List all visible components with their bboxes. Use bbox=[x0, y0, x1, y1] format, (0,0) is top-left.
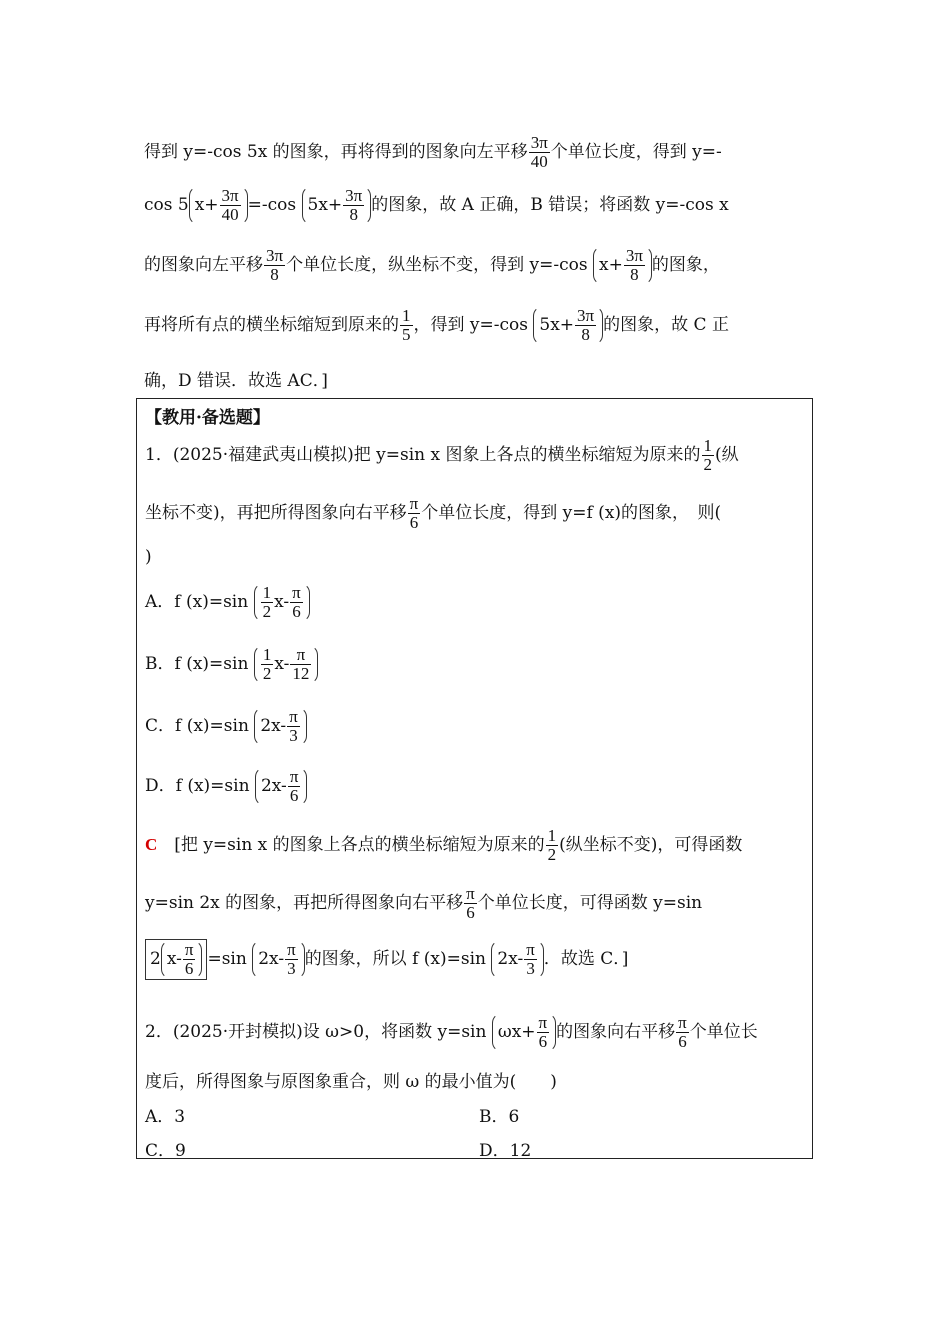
text: 2 bbox=[150, 948, 161, 969]
text: 个单位长度，得到 y=f (x)的图象， 则( bbox=[421, 502, 722, 523]
denominator: 3 bbox=[287, 958, 296, 978]
text: 1．(2025·福建武夷山模拟)把 y=sin x 图象上各点的横坐标缩短为原来的 bbox=[145, 444, 701, 465]
paren-group bbox=[252, 940, 304, 979]
q1-option-a[interactable] bbox=[145, 583, 809, 622]
fraction bbox=[261, 646, 274, 683]
fraction bbox=[285, 941, 298, 978]
denominator: 8 bbox=[349, 204, 358, 224]
denominator: 5 bbox=[402, 324, 411, 344]
fraction bbox=[343, 187, 364, 224]
box-header: 【教用·备选题】 bbox=[145, 408, 270, 428]
numerator: π bbox=[526, 940, 535, 959]
text: =-cos bbox=[247, 194, 297, 215]
text: 的图象向右平移 bbox=[556, 1021, 676, 1042]
numerator: 1 bbox=[703, 436, 713, 455]
fraction bbox=[290, 584, 303, 621]
fraction bbox=[702, 437, 715, 474]
fraction bbox=[624, 247, 645, 284]
sol1-line-1 bbox=[145, 827, 809, 864]
text: [把 y=sin x 的图象上各点的横坐标缩短为原来的 bbox=[174, 834, 545, 855]
text: 5x+ bbox=[539, 314, 575, 335]
denominator: 8 bbox=[581, 324, 590, 344]
denominator: 6 bbox=[678, 1031, 687, 1051]
fraction bbox=[524, 941, 537, 978]
text: 得到 y=-cos 5x 的图象，再将得到的图象向左平移 bbox=[144, 141, 528, 162]
numerator: π bbox=[292, 583, 301, 602]
numerator: 1 bbox=[402, 306, 411, 325]
q1-option-c[interactable] bbox=[145, 707, 809, 746]
numerator: 3π bbox=[266, 246, 284, 265]
text: 2x- bbox=[258, 948, 285, 969]
paren-group bbox=[255, 767, 307, 806]
text: 的图象，所以 f (x)=sin bbox=[304, 948, 486, 969]
q2-option-b[interactable]: B．6 bbox=[479, 1107, 520, 1127]
q1-option-b[interactable] bbox=[145, 645, 809, 684]
text: 个单位长度，得到 y=- bbox=[550, 141, 722, 162]
fraction bbox=[408, 495, 421, 532]
intro-line-5: 确，D 错误．故选 AC．] bbox=[144, 371, 328, 391]
answer-letter: C bbox=[145, 834, 158, 854]
paren-group bbox=[161, 940, 203, 979]
denominator: 8 bbox=[630, 264, 639, 284]
numerator: 1 bbox=[262, 645, 272, 664]
numerator: π bbox=[289, 767, 299, 786]
q2-option-a[interactable]: A．3 bbox=[145, 1107, 186, 1127]
text: cos 5 bbox=[144, 194, 189, 215]
numerator: 1 bbox=[262, 583, 272, 602]
denominator: 2 bbox=[703, 454, 713, 474]
fraction bbox=[676, 1014, 689, 1051]
fraction bbox=[537, 1014, 550, 1051]
text: ωx+ bbox=[497, 1021, 536, 1042]
denominator: 6 bbox=[409, 512, 419, 532]
text: x- bbox=[274, 591, 290, 612]
numerator: π bbox=[538, 1013, 548, 1032]
text: 的图象，故 C 正 bbox=[603, 314, 729, 335]
denominator: 12 bbox=[292, 663, 310, 683]
option-label: B．f (x)=sin bbox=[145, 653, 249, 674]
text: x+ bbox=[194, 194, 219, 215]
text: (纵 bbox=[715, 444, 739, 465]
q1-option-d[interactable] bbox=[145, 767, 809, 806]
text: x- bbox=[274, 653, 290, 674]
text: x- bbox=[166, 948, 182, 969]
numerator: 3π bbox=[221, 186, 239, 205]
intro-line-1 bbox=[144, 134, 808, 171]
fraction bbox=[290, 646, 311, 683]
paren-group bbox=[189, 186, 248, 225]
denominator: 6 bbox=[184, 958, 194, 978]
fraction bbox=[575, 307, 596, 344]
paren-group bbox=[593, 246, 652, 285]
option-label: C．f (x)=sin bbox=[145, 715, 249, 736]
fraction bbox=[220, 187, 241, 224]
text: 个单位长度，可得函数 y=sin bbox=[477, 892, 703, 913]
intro-line-2 bbox=[144, 186, 808, 225]
paren-group bbox=[254, 583, 310, 622]
fraction bbox=[464, 885, 477, 922]
text: 再将所有点的横坐标缩短到原来的 bbox=[144, 314, 399, 335]
denominator: 6 bbox=[292, 601, 301, 621]
fraction bbox=[288, 768, 301, 805]
numerator: π bbox=[184, 940, 194, 959]
text: ，得到 y=-cos bbox=[413, 314, 528, 335]
bracket-group bbox=[145, 939, 207, 980]
sol1-line-3 bbox=[145, 939, 809, 980]
numerator: π bbox=[409, 494, 419, 513]
q2-line-2: 度后，所得图象与原图象重合，则 ω 的最小值为( ) bbox=[145, 1072, 557, 1092]
text: 2x- bbox=[260, 715, 287, 736]
numerator: π bbox=[289, 707, 298, 726]
intro-line-4 bbox=[144, 306, 808, 345]
fraction bbox=[400, 307, 413, 344]
numerator: 3π bbox=[530, 133, 548, 152]
text: 个单位长 bbox=[689, 1021, 758, 1042]
denominator: 2 bbox=[262, 663, 272, 683]
text: x+ bbox=[598, 254, 623, 275]
denominator: 6 bbox=[466, 902, 475, 922]
numerator: 3π bbox=[577, 306, 595, 325]
q2-option-c[interactable]: C．9 bbox=[145, 1141, 186, 1161]
text: 2x- bbox=[497, 948, 524, 969]
fraction bbox=[546, 827, 559, 864]
numerator: 3π bbox=[625, 246, 643, 265]
denominator: 3 bbox=[526, 958, 535, 978]
q1-line-2 bbox=[145, 495, 809, 532]
intro-line-3 bbox=[144, 246, 808, 285]
paren-group bbox=[491, 940, 543, 979]
text: (纵坐标不变)，可得函数 bbox=[559, 834, 743, 855]
text: 的图象向左平移 bbox=[144, 254, 263, 275]
text: =sin bbox=[207, 948, 247, 969]
paren-group bbox=[254, 707, 306, 746]
denominator: 8 bbox=[270, 264, 279, 284]
text: 2．(2025·开封模拟)设 ω>0，将函数 y=sin bbox=[145, 1021, 487, 1042]
option-label: A．f (x)=sin bbox=[145, 591, 249, 612]
paren-group bbox=[533, 306, 603, 345]
q2-line-1 bbox=[145, 1013, 809, 1052]
numerator: π bbox=[466, 884, 475, 903]
fraction bbox=[264, 247, 285, 284]
numerator: 3π bbox=[345, 186, 363, 205]
numerator: π bbox=[290, 646, 311, 665]
denominator: 6 bbox=[289, 785, 299, 805]
text: 的图象，故 A 正确，B 错误；将函数 y=-cos x bbox=[371, 194, 729, 215]
sol1-line-2 bbox=[145, 885, 809, 922]
fraction bbox=[183, 941, 196, 978]
fraction bbox=[261, 584, 274, 621]
option-label: D．f (x)=sin bbox=[145, 775, 250, 796]
denominator: 6 bbox=[538, 1031, 548, 1051]
text: 5x+ bbox=[307, 194, 343, 215]
text: 的图象， bbox=[651, 254, 720, 275]
text: ．故选 C．] bbox=[543, 948, 629, 969]
q1-line-1 bbox=[145, 437, 809, 474]
denominator: 2 bbox=[547, 844, 557, 864]
paren-group bbox=[492, 1013, 556, 1052]
paren-group bbox=[254, 645, 319, 684]
text: y=sin 2x 的图象，再把所得图象向右平移 bbox=[145, 892, 464, 913]
text: 2x- bbox=[260, 775, 287, 796]
numerator: 1 bbox=[547, 826, 557, 845]
text: 坐标不变)，再把所得图象向右平移 bbox=[145, 502, 407, 523]
fraction bbox=[529, 134, 550, 171]
denominator: 2 bbox=[262, 601, 272, 621]
text: 个单位长度，纵坐标不变，得到 y=-cos bbox=[286, 254, 588, 275]
q1-line-3: ) bbox=[145, 547, 152, 567]
numerator: π bbox=[287, 940, 296, 959]
fraction bbox=[287, 708, 300, 745]
denominator: 40 bbox=[221, 204, 239, 224]
q2-option-d[interactable]: D．12 bbox=[479, 1141, 532, 1161]
denominator: 3 bbox=[289, 725, 298, 745]
paren-group bbox=[302, 186, 372, 225]
backup-question-box bbox=[136, 398, 813, 1159]
denominator: 40 bbox=[530, 151, 548, 171]
numerator: π bbox=[678, 1013, 687, 1032]
